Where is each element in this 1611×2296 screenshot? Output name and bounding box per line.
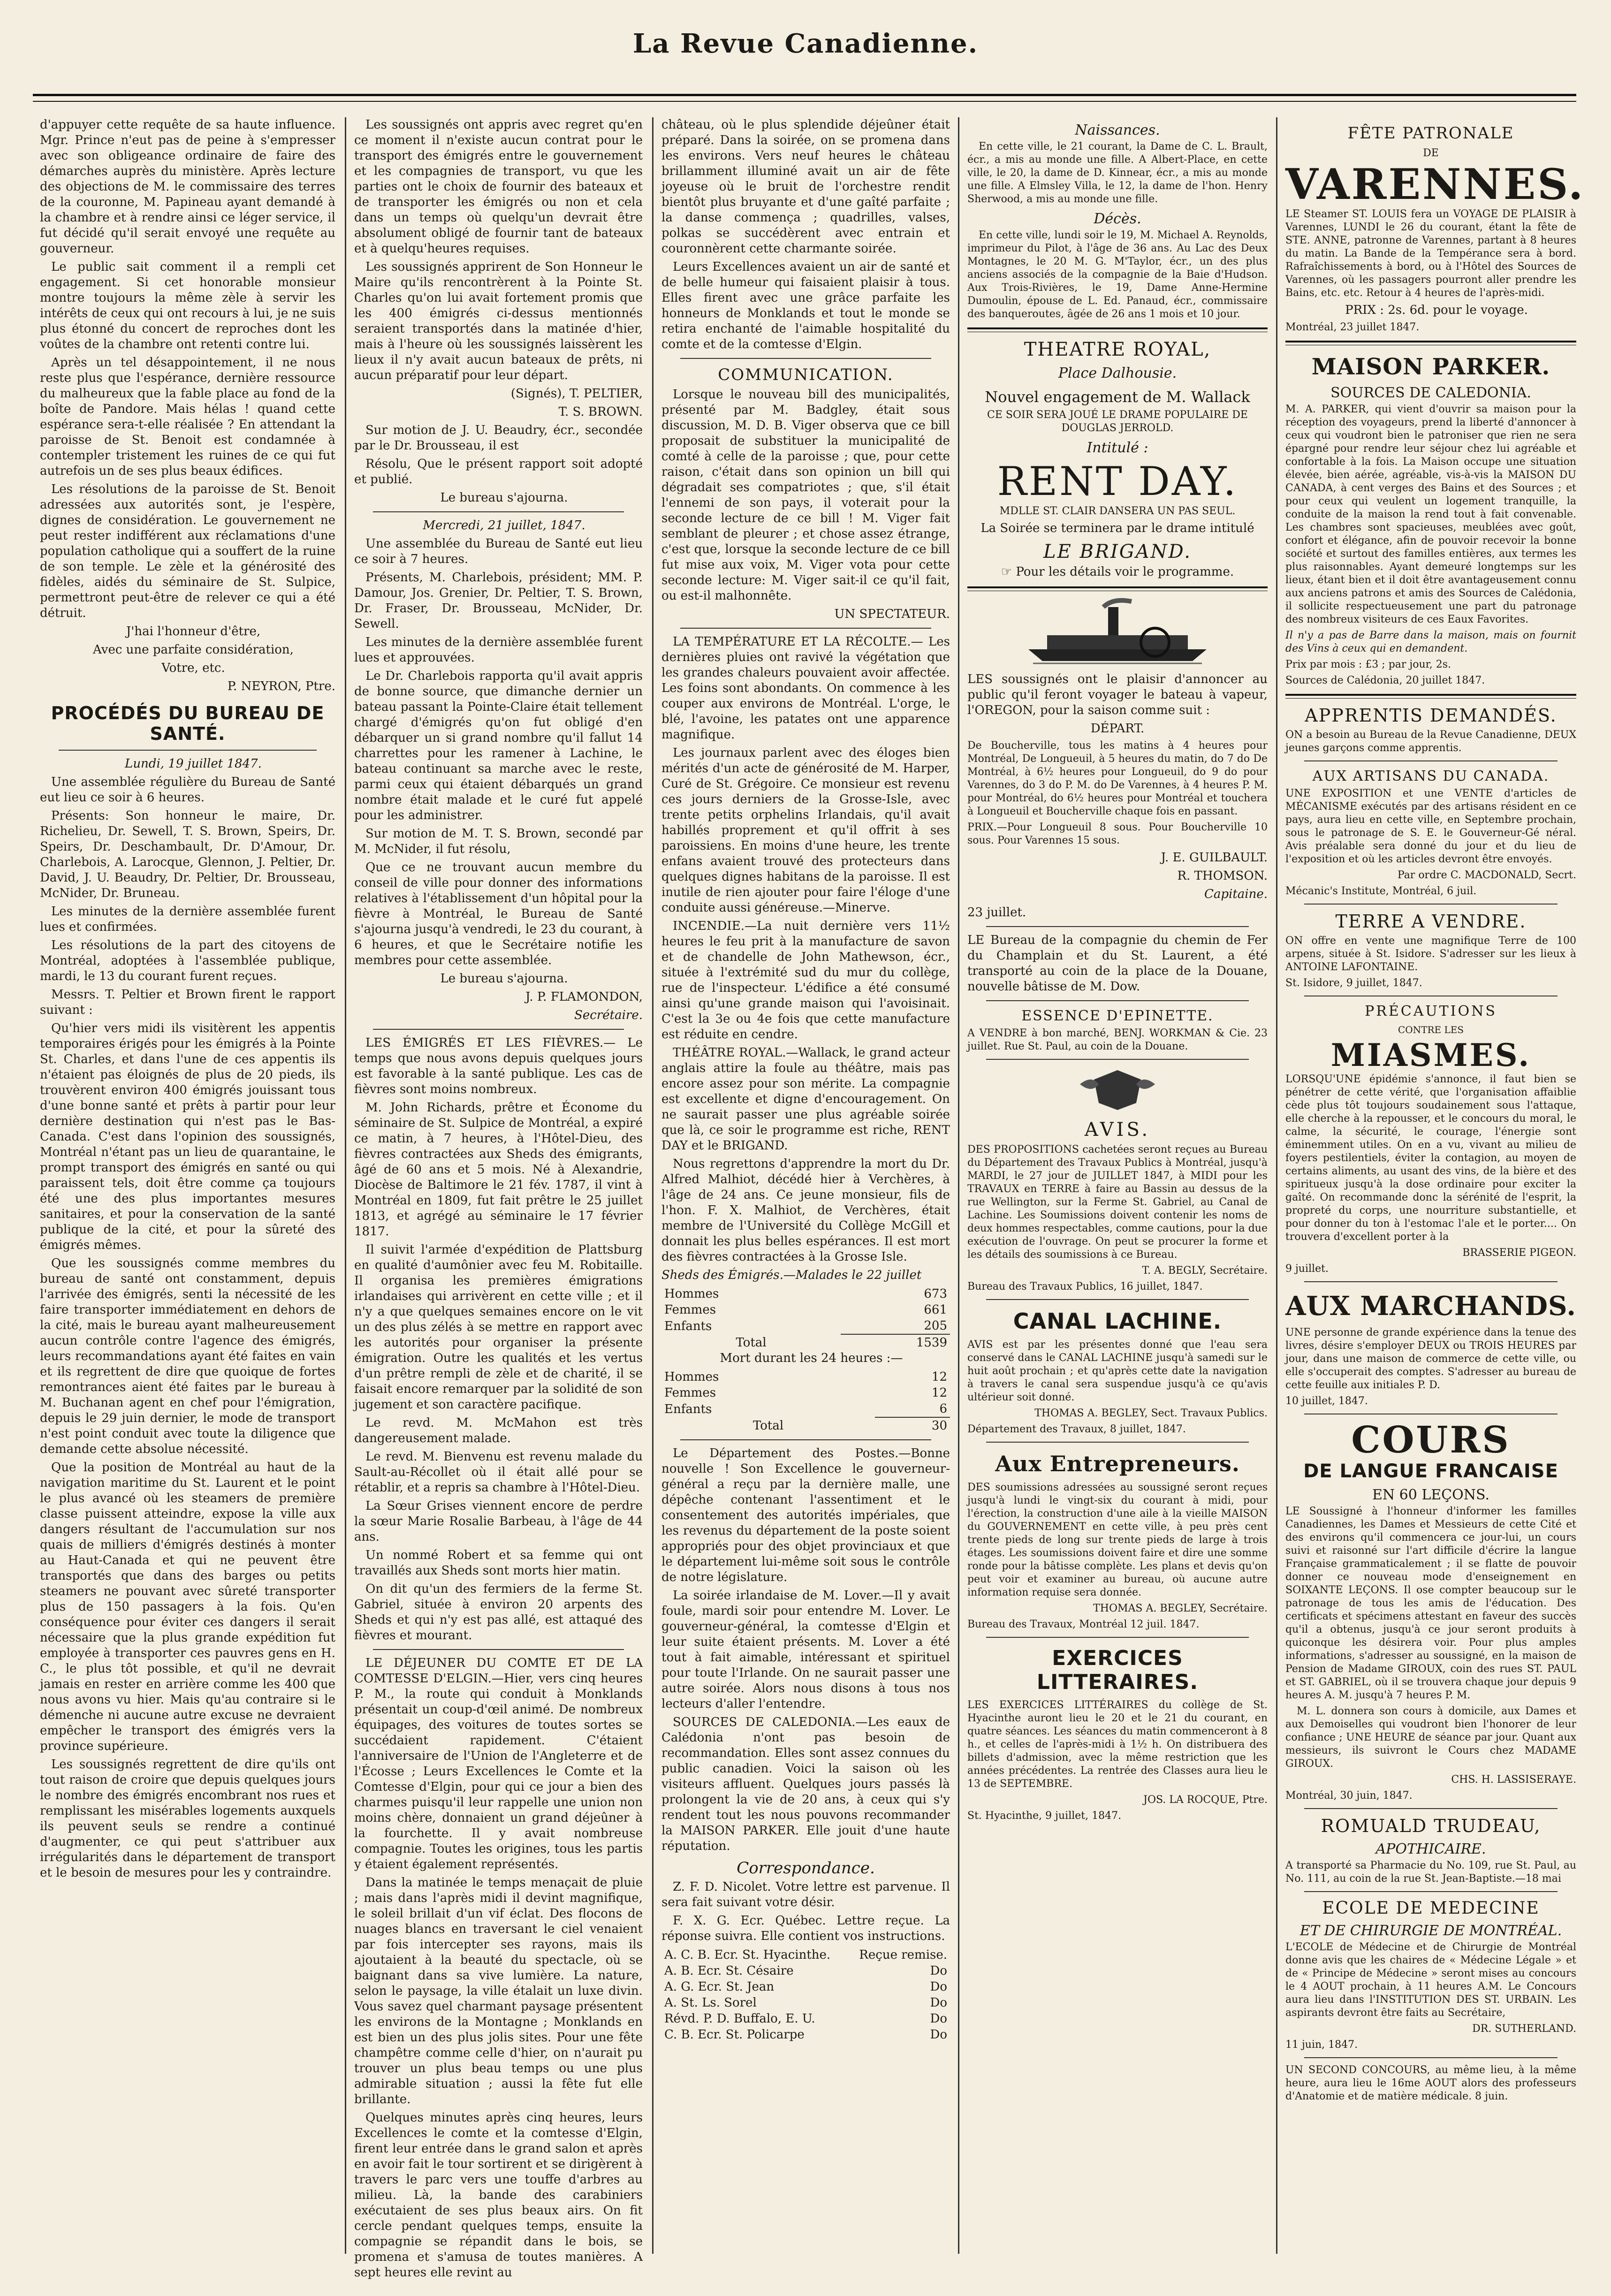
correspondence-list [661,1947,950,2043]
ad-date: 10 juillet, 1847. [1285,1395,1368,1407]
divider [1304,904,1558,905]
newspaper-title: La Revue Canadienne. [632,28,979,59]
article-date: Lundi, 19 juillet 1847. [125,757,262,771]
article-paragraph: Le Dr. Charlebois rapporta qu'il avait appris de bonne source, que dimanche dernier un bateau passant la Pointe-Claire était tellement chargé d'émigrés qu'on fut obligé d'en débarquer un si grand nombre qu'il fallut 14 charrettes pour les ramener à Lachine, le bateau continuant sa marche avec le reste, parmi ceux qui étaient débarqués un grand nombre était malade et le curé fut appelé pour les administrer. [354,669,643,822]
table-row [661,1302,950,1318]
article-paragraph: Les minutes de la dernière assemblée furent lues et confirmées. [40,905,335,934]
column-rule [1276,117,1277,2254]
ad-text: Il n'y a pas de Barre dans la maison, mais on fournit des Vins à ceux qui en demandent. [1285,630,1576,654]
ad-date: Sources de Calédonia, 20 juillet 1847. [1285,675,1485,686]
article-paragraph: La soirée irlandaise de M. Lover.—Il y avait foule, mardi soir pour entendre M. Lover. Le gouverneur-général, la comtesse d'Elgin et leur suite étaient présents. M. Lover a été tout à fait aimable, intéressant et spirituel pour toute l'Irlande. On ne saurait passer une autre soirée. Alors nous disons à tous nos lecteurs d'aller l'entendre. [661,1589,950,1711]
divider [680,358,931,359]
divider [967,327,1268,332]
ad-subtitle: APOTHICAIRE. [1375,1841,1486,1857]
article-paragraph: LES ÉMIGRÉS ET LES FIÈVRES.— Le temps que nous avons depuis quelques jours est favorable à la santé publique. Les cas de fièvres sont moins nombreux. [354,1036,643,1096]
ad-title: PRÉCAUTIONS [1365,1003,1497,1019]
corr-status: Reçue remise. [859,1948,947,1962]
divider [986,1000,1249,1001]
article-paragraph: Dans la matinée le temps menaçait de pluie ; mais dans l'après midi il devint magnifique, le soleil brillait d'un vif éclat. Des flocons de nuages blancs en traversant le ciel venaient par fois intercepter ses rayons, mais ils ajoutaient à la beauté du spectacle, où se baignant dans sa vive lumière. La nature, selon le paysage, la ville étalait un luxe divin. Vous savez quel charmant paysage présentent les environs de la Montagne ; Monklands en est bien un des plus jolis sites. Pour une fête champêtre comme celle d'hier, on n'aurait pu trouver un plus beau temps ou une plus admirable situation ; aussi la fête fut elle brillante. [354,1876,643,2106]
ad-text: A VENDRE à bon marché, BENJ. WORKMAN & Cie. 23 juillet. Rue St. Paul, au coin de la Douane. [967,1027,1268,1052]
letter-closing: Votre, etc. [161,661,225,675]
section-heading: PROCÉDÉS DU BUREAU DE SANTÉ. [51,703,325,744]
signature-title: Secrétaire. [574,1008,643,1022]
deaths-text: En cette ville, lundi soir le 19, M. Michael A. Reynolds, imprimeur du Pilot, à l'âge de 36 ans. Au Lac des Deux Montagnes, le 20 M. G. M'Taylor, écr., un des plus anciens associés de la compagnie de la Baie d'Hudson. Aux Trois-Rivières, le 19, Dame Anne-Hermine Dumoulin, épouse de L. Ed. Panaud, écr., commissaire des banqueroutes, âgée de 26 ans 1 mois et 10 jour. [967,229,1268,320]
ad-subtitle: DE LANGUE FRANCAISE [1303,1460,1558,1482]
stats-value: 661 [924,1303,947,1317]
article-paragraph: INCENDIE.—La nuit dernière vers 11½ heures le feu prit à la manufacture de savon et de chandelle de John Mathewson, écr., située à l'extrémité sud du mur du collège, rue de l'inspecteur. L'édifice a été consumé ainsi qu'une grande maison qui l'avoisinait. C'est la 3e ou 4e fois que cette manufacture est réduite en cendre. [661,919,950,1042]
signature-line: BRASSERIE PIGEON. [1462,1247,1576,1259]
ad-text: LES soussignés ont le plaisir d'annoncer au public qu'il feront voyager le bateau à vapeur, l'OREGON, pour la saison comme suit : [967,672,1268,717]
article-paragraph: Messrs. T. Peltier et Brown firent le rapport suivant : [40,988,335,1017]
deaths-title: Mort durant les 24 heures :— [720,1351,903,1365]
article-paragraph: d'appuyer cette requête de sa haute influence. Mgr. Prince n'eut pas de peine à s'empresser avec son obligeance ordinaire de faire des démarches auprès du ministère. Après lecture des objections de M. le commissaire des terres de la couronne, M. Papineau ayant demandé à la chambre et à rendre ainsi ce léger service, il fut décidé qu'il serait envoyé une requête au gouverneur. [40,118,335,256]
stats-label: Enfants [664,1402,712,1416]
ad-text: M. A. PARKER, qui vient d'ouvrir sa maison pour la réception des voyageurs, prend la liberté d'annoncer à ceux qui voudront bien le patroniser que rien ne sera épargné pour rendre leur séjour chez lui agréable et confortable à la fois. La Maison occupe une situation élevée, bien aérée, agréable, vis-à-vis la MAISON DU CANADA, à cent verges des Bains et des Sources ; et pour ceux qui veulent un logement tranquille, la conduite de la maison la rend tout à fait convenable. Les chambres sont spacieuses, meublées avec goût, confort et élégance, afin de pouvoir recevoir la bonne société et surtout des familles entières, aux termes les plus raisonnables. Ayant demeuré longtemps sur les lieux, étant bien et il doit être avantageusement connu aux anciens patrons et amis des Sources de Calédonia, il sollicite respectueusement une part du patronage des nombreux visiteurs de ces Eaux Favorites. [1285,403,1576,625]
article-paragraph: THÉÂTRE ROYAL.—Wallack, le grand acteur anglais attire la foule au théâtre, mais pas encore assez pour son mérite. La compagnie est excellente et digne d'encouragement. On ne saurait passer une plus agréable soirée que là, ce soir le programme est riche, RENT DAY et le BRIGAND. [661,1046,950,1153]
article-paragraph: Un nommé Robert et sa femme qui ont travaillés aux Sheds sont morts hier matin. [354,1548,643,1578]
stats-label: Hommes [664,1287,719,1301]
article-paragraph: Le bureau s'ajourna. [440,972,568,986]
article-paragraph: Que les soussignés comme membres du bureau de santé ont constamment, depuis l'arrivée des émigrés, senti la nécessité de les faire transporter immédiatement en dehors de la cité, mais le bureau ayant malheureusement aucun contrôle contre l'agence des émigrés, leurs recommandations ayant été faites en vain et ils regrettent de dire que quoique de fortes remontrances aient été faites par le bureau à M. Buchanan agent en chef pour l'émigration, depuis le 29 juin dernier, le mode de transport n'est point conduit avec toute la diligence que demande cette absolue nécessité. [40,1256,335,1456]
article-paragraph: Que ce ne trouvant aucun membre du conseil de ville pour donner des informations relatives à l'établissement d'un hôpital pour la fièvre à Montréal, le Bureau de Santé s'ajourna jusqu'à vendredi, le 23 du courant, à 6 heures, et que le Secrétaire notifie les membres pour cette assemblée. [354,860,643,967]
ad-title: Aux Entrepreneurs. [995,1451,1240,1476]
divider [1285,694,1576,699]
divider [373,1649,624,1650]
ad-line: DE [1423,147,1439,159]
stats-value: 673 [924,1287,947,1301]
table-row [661,1334,950,1351]
article-paragraph: Les soussignés apprirent de Son Honneur le Maire qu'ils rencontrèrent à la Pointe St. Charles qu'on lui avait fortement promis que les 400 émigrés ci-dessus mentionnés seraient transportés dans la matinée d'hier, mais à l'heure où les soussignés laissèrent les lieux il n'y avait aucun bateaux de prêts, ni aucun préparatif pour leur départ. [354,260,643,382]
article-paragraph: Z. F. D. Nicolet. Votre lettre est parvenue. Il sera fait suivant votre désir. [661,1880,950,1909]
ad-date: Montréal, 23 juillet 1847. [1285,321,1420,333]
ad-date: Mécanic's Institute, Montréal, 6 juil. [1285,885,1477,897]
ad-text: UNE EXPOSITION et une VENTE d'articles de MÉCANISME exécutés par des artisans résident en ce pays, aura lieu en cette ville, en Septembre prochain, sous le patronage de S. E. le Gouverneur-Gé néral. Avis préalable sera donné du jour et du lieu de l'exposition et où les articles devront être envoyés. [1285,788,1576,865]
article-paragraph: château, où le plus splendide déjeûner était préparé. Dans la soirée, on se promena dans les environs. Vers neuf heures le château brillamment illuminé avait un air de fête joyeuse où le bruit de l'orchestre rendit bientôt plus bruyante et d'une gaîté parfaite ; la danse commença ; quadrilles, valses, polkas se succédèrent avec entrain et couronnèrent cette charmante soirée. [661,118,950,256]
signature-line: T. A. BEGLY, Secrétaire. [1142,1265,1268,1277]
corr-status: Do [930,1980,947,1994]
ad-date: Bureau des Travaux Publics, 16 juillet, 1847. [967,1281,1203,1292]
ad-text: LES EXERCICES LITTÉRAIRES du collège de St. Hyacinthe auront lieu le 20 et le 21 du courant, en quatre séances. Les séances du matin commenceront à 8 h., et celles de l'après-midi à 1½ h. On distribuera des billets d'admission, avec la même restriction que les années précédentes. La rentrée des Classes aura lieu le 13 de SEPTEMBRE. [967,1699,1268,1790]
signature-line: CHS. H. LASSISERAYE. [1451,1774,1576,1786]
column-4 [967,117,1268,2254]
deaths-table [661,1369,950,1434]
ad-text: DES soumissions adressées au soussigné seront reçues jusqu'à lundi le vingt-six du courant à midi, pour l'érection, la construction d'une aile à la vieille MAISON du GOUVERNEMENT en cette ville, à peu près cent trente pieds de long sur trente pieds de large à trois étages. Les soumissions doivent faire et dire une somme ronde pour la bâtisse complète. Les plans et devis qu'on peut voir et examiner au bureau, où aucune autre information requise sera donnée. [967,1482,1268,1598]
list-item [661,2027,950,2043]
stats-label: Femmes [664,1386,716,1400]
divider [680,628,931,629]
corr-name: A. St. Ls. Sorel [664,1996,757,2010]
ad-title: THEATRE ROYAL, [1024,339,1211,360]
section-heading: Correspondance. [737,1859,875,1878]
corr-status: Do [930,2012,947,2026]
signature-title: Capitaine. [1204,887,1268,901]
ad-text: DES PROPOSITIONS cachetées seront reçues au Bureau du Département des Travaux Publics à Montréal, jusqu'à MARDI, le 27 jour de JUILLET 1847, à MIDI pour les TRAVAUX en TERRE à faire au Bassin au dessus de la rue Wellington, sur la Ferme St. Gabriel, au Canal de Lachine. Les Soumissions doivent contenir les noms de deux hommes respectables, comme cautions, pour la due exécution de l'ouvrage. On peut se procurer la forme et les détails des soumissions à ce Bureau. [967,1144,1268,1261]
corr-status: Do [930,1996,947,2010]
masthead [0,0,1611,70]
coat-of-arms-icon [1071,1065,1164,1112]
ad-date: Montréal, 30 juin, 1847. [1285,1790,1413,1802]
stats-title: Sheds des Émigrés.—Malades le 22 juillet [661,1268,922,1282]
ad-title: ESSENCE D'EPINETTE. [1021,1008,1214,1024]
ad-title: AVIS. [1084,1119,1151,1140]
article-paragraph: Présents: Son honneur le maire, Dr. Richelieu, Dr. Sewell, T. S. Brown, Speirs, Dr. Speirs, Dr. Deschambault, Dr. D'Amour, Dr. Charlebois, A. Larocque, Glennon, J. Peltier, Dr. David, J. U. Beaudry, Dr. Peltier, Dr. Brousseau, McNider, Dr. Bruneau. [40,809,335,900]
table-row [661,1286,950,1302]
ad-text: De Boucherville, tous les matins à 4 heures pour Montréal, De Longueuil, à 5 heures du matin, do 7 do De Montréal, à 6½ heures pour Longueuil, do 9 do pour Varennes, do 3 do P. M. do De Varennes, à 4 heures P. M. pour Montréal, do 6½ heures pour Montréal et touchera à Longueuil et Boucherville chaque fois en passant. [967,740,1268,817]
ad-text: L'ECOLE de Médecine et de Chirurgie de Montréal donne avis que les chaires de « Médecine Légale » et de « Principe de Médecine » seront mises au concours le 4 AOUT prochain, à 11 heures A.M. Le Concours aura lieu dans l'INSTITUTION DES ST. URBAIN. Les aspirants devront être faits au Secrétaire, [1285,1941,1576,2019]
ad-title-large: MIASMES. [1330,1037,1531,1073]
ad-line: Nouvel engagement de M. Wallack [985,388,1250,406]
article-paragraph: Que la position de Montréal au haut de la navigation maritime du St. Laurent et le point le plus avancé où les steamers de première classe puissent atteindre, expose la ville aux dangers résultant de l'accumulation sur nos quais de milliers d'émigrés destinés à monter au Haut-Canada et qui ne peuvent être transportés que dans des barges ou petits steamers ne pouvant avec sûreté transporter plus de 150 passagers à la fois. Qu'en conséquence pour éviter ces dangers il serait nécessaire que la plus grande expédition fut employée à transporter ces pauvres gens en H. C., le plus tôt possible, et qu'il ne devrait jamais en rester en arrière comme les 400 que nous avons vu hier. Mais qu'au contraire si le démenche ni aucune autre excuse ne devraient empêcher le transport des émigrés vers la province supérieure. [40,1460,335,1753]
ad-title: AUX ARTISANS DU CANADA. [1312,768,1550,784]
signature-line: T. S. BROWN. [558,405,643,419]
stats-label: Femmes [664,1303,716,1317]
births-heading: Naissances. [1075,122,1160,138]
stats-value: 12 [931,1370,947,1384]
divider [967,586,1268,591]
ad-title: EXERCICES LITTERAIRES. [1036,1646,1199,1694]
corr-status: Do [930,1964,947,1978]
ad-subtitle: EN 60 LEÇONS. [1372,1487,1490,1503]
ad-date: Bureau des Travaux, Montréal 12 juil. 1847. [967,1619,1200,1630]
divider [1304,1808,1558,1809]
signature-line: JOS. LA ROCQUE, Ptre. [1143,1794,1268,1806]
divider [680,1439,931,1440]
article-paragraph: Après un tel désappointement, il ne nous reste plus que l'espérance, dernière ressource du malheureux que la fable place au fond de la boîte de Pandore. Mais hélas ! quand cette espérance sera-t-elle réalisée ? En attendant la paroisse de St. Benoit est condamnée à contempler tristement les ruines de ce qui fut autrefois un de ses plus beaux édifices. [40,356,335,478]
column-1 [40,117,335,2254]
article-paragraph: Lorsque le nouveau bill des municipalités, présenté par M. Badgley, était sous discussion, M. D. B. Viger observa que ce bill proposait de substituer la municipalité de comté à celle de la paroisse ; que, pour cette raison, c'était dans son opinion un bill qui dégradait ses compatriotes ; que, s'il était l'ennemi de son pays, il voterait pour la seconde lecture de ce bill ! M. Viger fait semblant de pleurer ; et chose assez étrange, c'est que, lorsque la seconde lecture de ce bill fut mise aux voix, M. Viger vota pour cette seconde lecture: M. Viger sait-il ce qu'il fait, ou est-il malhonnête. [661,388,950,603]
ad-date: St. Isidore, 9 juillet, 1847. [1285,977,1422,989]
ad-text: ON offre en vente une magnifique Terre de 100 arpens, située à St. Isidore. S'adresser sur les lieux à ANTOINE LAFONTAINE. [1285,935,1576,973]
ad-text: LORSQU'UNE épidémie s'annonce, il faut bien se pénétrer de cette vérité, que l'organisation affaiblie cède plus tôt toujours soudainement sous l'attaque, elle cherche à la repousser, et le concours du moral, le calme, la sécurité, le courage, l'énergie sont éminemment utiles. On en a vu, vivant au milieu de foyers pestilentiels, éviter la contagion, au moyen de certains aliments, au usant des vins, de la bière et des spiritueux jusqu'à la dose ordinaire pour exciter la gaîté. On recommande donc la sérénité de l'esprit, la propreté du corps, une nourriture substantielle, et pour donner du ton à l'estomac l'ale et le porter.... On trouvera d'excellent porter à la [1285,1073,1576,1243]
divider [1285,341,1576,345]
article-paragraph: F. X. G. Ecr. Québec. Lettre reçue. La réponse suivra. Elle contient vos instructions. [661,1914,950,1943]
corr-name: Révd. P. D. Buffalo, E. U. [664,2012,815,2026]
steamboat-icon [1019,598,1216,668]
ad-date: Département des Travaux, 8 juillet, 1847. [967,1423,1186,1435]
ad-title-large: VARENNES. [1285,160,1585,209]
stats-total-label: Total [752,1418,784,1433]
article-paragraph: Les soussignés ont appris avec regret qu'en ce moment il n'existe aucun contrat pour le transport des émigrés entre le gouvernement et les compagnies de transport, vu que les parties ont le choix de fournir des bateaux et de transporter les émigrés ou non et cela dans un temps où quelqu'un devrait être absolument obligé de fournir tant de bateaux et à quelqu'heures requises. [354,118,643,256]
article-paragraph: Présents, M. Charlebois, président; MM. P. Damour, Jos. Grenier, Dr. Peltier, T. S. Brown, Dr. Fraser, Dr. Brousseau, McNider, Dr. Sewell. [354,570,643,631]
signature-line: R. THOMSON. [1177,869,1268,883]
ad-line: PRIX : 2s. 6d. pour le voyage. [1345,303,1528,317]
divider [1304,1891,1558,1892]
article-paragraph: Nous regrettons d'apprendre la mort du Dr. Alfred Malhiot, décédé hier à Verchères, à l'âge de 24 ans. Ce jeune monsieur, fils de l'hon. F. X. Malhiot, de Verchères, était membre de l'Université du Collège McGill et donnait les plus belles espérances. Il est mort des fièvres contractées à la Grosse Isle. [661,1157,950,1264]
divider [986,1299,1249,1300]
ad-title: ECOLE DE MEDECINE [1322,1899,1540,1918]
list-item [661,2011,950,2027]
column-5 [1285,117,1585,2254]
divider [1304,760,1558,761]
stats-total-label: Total [736,1335,767,1350]
column-rule [652,117,654,2254]
ad-line: Intitulé : [1087,440,1148,456]
article-date: Mercredi, 21 juillet, 1847. [423,518,585,532]
article-paragraph: Le Département des Postes.—Bonne nouvelle ! Son Excellence le gouverneur-général a reçu par la dernière malle, une dépêche contenant l'assentiment et le consentement des autorités impériales, que les revenus du département de la poste soient appropriés pour des objet provinciaux et que le département lui-même soit sous le contrôle de notre législature. [661,1446,950,1584]
article-paragraph: On dit qu'un des fermiers de la ferme St. Gabriel, située à environ 20 arpents des Sheds et qui n'y est pas allé, est attaqué des fièvres et mourant. [354,1582,643,1642]
divider [986,926,1249,927]
signature-line: J. E. GUILBAULT. [1161,851,1268,865]
corr-name: C. B. Ecr. St. Policarpe [664,2028,805,2042]
ad-title-large: COURS [1351,1419,1511,1461]
article-paragraph: Le bureau s'ajourna. [440,491,568,505]
divider [1304,2057,1558,2058]
ad-title: ROMUALD TRUDEAU, [1321,1816,1541,1836]
births-text: En cette ville, le 21 courant, la Dame de C. L. Brault, écr., a mis au monde une fille. A Albert-Place, en cette ville, le 20, la dame de D. Kinnear, écr., a mis au monde une fille. A Elmsley Villa, le 12, la dame de l'hon. Henry Sherwood, a mis au monde une fille. [967,141,1268,205]
list-item [661,1947,950,1963]
ad-line: MDLLE ST. CLAIR DANSERA UN PAS SEUL. [999,505,1236,517]
article-paragraph: Les journaux parlent avec des éloges bien mérités d'un acte de générosité de M. Harper, Curé de St. Grégoire. Ce monsieur est revenu ces jours derniers de la Grosse-Isle, avec trente petits orphelins Irlandais, qu'il avait habillés proprement et qu'il offrit à ses paroissiens. En moins d'une heure, les trente enfans avaient trouvé des protecteurs dans quelques dignes habitans de la paroisse. Il est inutile de rien ajouter pour faire l'éloge d'une conduite aussi généreuse.—Minerve. [661,746,950,915]
signature-line: Par ordre C. MACDONALD, Secrt. [1397,869,1576,881]
ad-text: A transporté sa Pharmacie du No. 109, rue St. Paul, au No. 111, au coin de la rue St. Jean-Baptiste.—18 mai [1285,1860,1576,1885]
article-paragraph: Leurs Excellences avaient un air de santé et de belle humeur qui faisaient plaisir à tous. Elles firent avec une grâce parfaite les honneurs de Monklands et tout le monde se retira enchanté de l'aimable hospitalité du comte et de la comtesse d'Elgin. [661,260,950,351]
ad-date: 23 juillet. [967,905,1026,920]
stats-total: 1539 [841,1334,950,1351]
section-heading: COMMUNICATION. [718,365,894,384]
divider [1304,1281,1558,1282]
article-paragraph: Le revd. M. McMahon est très dangereusement malade. [354,1416,643,1445]
article-paragraph: Il suivit l'armée d'expédition de Plattsburg en qualité d'aumônier avec feu M. Robitaille. Il organisa les premières émigrations irlandaises qui arrivèrent en cette ville ; et il n'y a que quelques semaines encore on le vit un des plus zélés à se mettre en rapport avec les autorités pour organiser la présente émigration. Outre les qualités et les vertus d'un prêtre rempli de zèle et de charité, il se faisait encore remarquer par la solidité de son jugement et son caractère pacifique. [354,1243,643,1412]
column-2 [354,117,643,2280]
stats-table [661,1286,950,1351]
list-item [661,1979,950,1995]
column-rule [345,117,346,2254]
ad-text: ON a besoin au Bureau de la Revue Canadienne, DEUX jeunes garçons comme apprentis. [1285,729,1576,754]
divider [986,1637,1249,1638]
ad-date: St. Hyacinthe, 9 juillet, 1847. [967,1810,1122,1822]
article-paragraph: Les résolutions de la part des citoyens de Montréal, adoptées à l'assemblée publique, mardi, le 13 du courant furent reçues. [40,938,335,983]
stats-value: 6 [939,1402,947,1416]
play-title: LE BRIGAND. [1043,541,1192,563]
article-paragraph: Les soussignés regrettent de dire qu'ils ont tout raison de croire que depuis quelques jours le nombre des émigrés encombrant nos rues et remplissant les misérables logements auxquels ils peuvent seuls se rendre a continué d'augmenter, ce qui peut s'attribuer aux irrégularités dans le département de transport et le besoin de mesures pour les y contraindre. [40,1757,335,1880]
ad-title: FÊTE PATRONALE [1347,124,1514,143]
table-row [661,1318,950,1334]
article-paragraph: Résolu, Que le présent rapport soit adopté et publié. [354,457,643,487]
corr-name: A. B. Ecr. St. Césaire [664,1964,794,1978]
ad-text: LE Steamer ST. LOUIS fera un VOYAGE DE PLAISIR à Varennes, LUNDI le 26 du courant, étant la fête de STE. ANNE, patronne de Varennes, partant à 8 heures du matin. La Bande de la Tempérance sera à bord. Rafraîchissements à bord, ou à l'Hôtel des Sources de Varennes, où les passagers pourront aller prendre les Bains, etc. etc. Retour à 4 heures de l'après-midi. [1285,208,1576,299]
article-paragraph: LE DÉJEUNER DU COMTE ET DE LA COMTESSE D'ELGIN.—Hier, vers cinq heures P. M., la route qui conduit à Monklands présentait un coup-d'œil animé. De nombreux équipages, des voitures de toutes sortes se succédaient rapidement. C'étaient l'anniversaire de l'Union de l'Angleterre et de l'Écosse ; Leurs Excellences le Comte et la Comtesse d'Elgin, pour qui ce jour a bien des charmes puisqu'il leur rappelle une union non moins chère, donnaient un grand déjeûner à la fourchette. Il y avait nombreuse compagnie. Toutes les origines, tous les partis y étaient également représentés. [354,1656,643,1871]
corr-name: A. C. B. Ecr. St. Hyacinthe. [664,1948,831,1962]
article-paragraph: Une assemblée régulière du Bureau de Santé eut lieu ce soir à 6 heures. [40,775,335,805]
article-paragraph: LA TEMPÉRATURE ET LA RÉCOLTE.— Les dernières pluies ont ravivé la végétation que les grandes chaleurs pouvaient avoir affectée. Les foins sont abondants. On commence à les couper aux environs de Montréal. L'orge, le blé, l'avoine, les patates ont une apparence magnifique. [661,635,950,742]
article-paragraph: Qu'hier vers midi ils visitèrent les appentis temporaires érigés pour les émigrés à la Pointe St. Charles, et dans l'une de ces appentis ils n'étaient pas éloignés de plus de 20 pieds, ils trouvèrent environ 400 émigrés jouissant tous d'une bonne santé et prêts à partir pour leur dernière destination qui n'est pas le Bas-Canada. C'est dans l'opinion des soussignés, Montréal n'étant pas un lieu de quarantaine, le prompt transport des émigrés en santé ou qui paraissent tels, doit être comme ça toujours été une des plus importantes mesures sanitaires, et pour la conservation de la santé publique de la cité, et pour la sûreté des émigrés mêmes. [40,1021,335,1252]
signature-line: UN SPECTATEUR. [834,607,950,621]
article-paragraph: SOURCES DE CALEDONIA.—Les eaux de Calédonia n'ont pas besoin de recommandation. Elles sont assez connues du public canadien. Voici la saison où les visiteurs affluent. Quelques jours passés là prolongent la vie de 20 ans, à ceux qui s'y rendent tout les nous pouvons recommander la MAISON PARKER. Elle jouit d'une haute réputation. [661,1715,950,1853]
theatre-ad [967,339,1268,580]
letter-closing: J'hai l'honneur d'être, [126,624,261,639]
column-rule [958,117,959,2254]
stats-value: 205 [924,1319,947,1333]
ad-text: UNE personne de grande expérience dans la tenue des livres, désire s'employer DEUX ou TROIS HEURES par jour, dans une maison de commerce de cette ville, ou elle s'occuperait des comptes. S'adresser au bureau de cette feuille aux initiales P. D. [1285,1327,1576,1391]
ad-title: AUX MARCHANDS. [1285,1291,1576,1322]
divider [373,511,624,512]
article-paragraph: M. John Richards, prêtre et Économe du séminaire de St. Sulpice de Montréal, a expiré ce matin, à 7 heures, à l'Hôtel-Dieu, des fièvres contractées aux Sheds des émigrants, âgé de 60 ans et 5 mois. Né à Alexandrie, Diocèse de Baltimore le 21 fév. 1787, il vint à Montréal en 1809, fut fait prêtre le 25 juillet 1813, et agrégé au séminaire le 17 février 1817. [354,1101,643,1239]
signature-line: THOMAS A. BEGLEY, Sect. Travaux Publics. [1034,1407,1268,1419]
ad-line: La Soirée se terminera par le drame intitulé [980,521,1254,535]
stats-label: Hommes [664,1370,719,1384]
ad-date: 11 juin, 1847. [1285,2039,1358,2051]
article-paragraph: Le public sait comment il a rempli cet engagement. Si cet honorable monsieur montre toujours la même zèle à servir les intérêts de ceux qui ont recours à lui, je ne suis plus étonné du concert de reproches dont les voûtes de la chambre ont retenti contre lui. [40,260,335,351]
stats-label: Enfants [664,1319,712,1333]
table-row [661,1401,950,1417]
divider [59,750,317,751]
ad-title: APPRENTIS DEMANDÉS. [1305,705,1557,726]
article-paragraph: Quelques minutes après cinq heures, leurs Excellences le comte et la comtesse d'Elgin, firent leur entrée dans le grand salon et après en avoir fait le tour sortirent et se dirigèrent à travers le parc vers une touffe d'arbres au milieu. Là, la bande des carabiniers exécutaient de ses plus beaux airs. On fit cercle pendant quelques temps, ensuite la compagnie se répandit dans le bois, se promena et s'amusa de toutes manières. A sept heures elle revint au [354,2111,643,2280]
signature-line: J. P. FLAMONDON, [525,990,643,1004]
column-3 [661,117,950,2254]
deaths-heading: Décès. [1094,211,1141,227]
corr-name: A. G. Ecr. St. Jean [664,1980,775,1994]
corr-status: Do [930,2028,947,2042]
signature-line: DR. SUTHERLAND. [1472,2023,1576,2035]
letter-closing: Avec une parfaite considération, [93,643,294,657]
divider [373,1029,624,1030]
signature-line: (Signés), T. PELTIER, [510,387,643,401]
ad-line: DÉPART. [1090,722,1145,736]
ad-date: 9 juillet. [1285,1263,1329,1275]
ad-text: LE Soussigné à l'honneur d'informer les familles Canadiennes, les Dames et Messieurs de cette Cité et des environs qu'il commencera ce jour-lui, un cours suivi et raisonné sur l'art difficile d'écrire la langue Française grammaticalement ; il se flatte de pouvoir donner ce nouveau mode d'enseignement en SOIXANTE LEÇONS. Il ose compter beaucoup sur le patronage de tous les amis de l'éducation. Des certificats et spécimens attestant en faveur des succès qu'il a obtenus, jusqu'à ce jour seront produits à quiconque les désirera voir. Pour plus amples informations, s'adresser au soussigné, en la maison de Pension de Madame GIROUX, coin des rues ST. PAUL et ST. GABRIEL, où il se trouvera chaque jour depuis 9 heures A. M. jusqu'à 7 heures P. M. [1285,1505,1576,1701]
ad-line: ☞ Pour les détails voir le programme. [1001,565,1234,579]
table-row [661,1369,950,1385]
table-row [661,1417,950,1434]
masthead-rule [33,94,1576,102]
ad-subtitle: ET DE CHIRURGIE DE MONTRÉAL. [1299,1923,1562,1939]
ad-line: CONTRE LES [1398,1024,1464,1035]
ad-text: M. L. donnera son cours à domicile, aux Dames et aux Demoiselles qui voudront bien l'honorer de leur confiance ; UNE HEURE de séance par jour. Quant aux messieurs, ils suivront le Cours chez MADAME GIROUX. [1285,1705,1576,1770]
ad-text: Prix par mois : £3 ; par jour, 2s. [1285,659,1451,670]
article-paragraph: La Sœur Grises viennent encore de perdre la sœur Marie Rosalie Barbeau, à l'âge de 44 ans. [354,1499,643,1544]
play-title: RENT DAY. [997,458,1238,504]
ad-subtitle: SOURCES DE CALEDONIA. [1330,385,1531,401]
ad-title: TERRE A VENDRE. [1335,911,1527,932]
ad-line: CE SOIR SERA JOUÉ LE DRAME POPULAIRE DE DOUGLAS JERROLD. [987,409,1248,434]
article-paragraph: Les résolutions de la paroisse de St. Benoit adressées aux autorités sont, je l'espère, dignes de considération. Le gouvernement ne peut rester indifférent aux réclamations d'une population catholique qui a souffert de la ruine de son temple. Le zèle et la générosité des fidèles, aidés du séminaire de St. Sulpice, permettront peut-être de relever ce qui a été détruit. [40,482,335,620]
article-paragraph: Le revd. M. Bienvenu est revenu malade du Sault-au-Récollet où il était allé pour se rétablir, et a repris sa chambre à l'Hôtel-Dieu. [354,1450,643,1495]
list-item [661,1995,950,2011]
letter-signature: P. NEYRON, Ptre. [227,679,335,693]
ad-subtitle: Place Dalhousie. [1058,365,1177,381]
signature-line: THOMAS A. BEGLEY, Secrétaire. [1093,1603,1268,1614]
stats-value: 12 [931,1386,947,1400]
article-paragraph: Les minutes de la dernière assemblée furent lues et approuvées. [354,635,643,665]
divider [986,1059,1249,1060]
article-paragraph: Sur motion de M. T. S. Brown, secondé par M. McNider, il fut résolu, [354,827,643,856]
stats-total: 30 [875,1417,950,1434]
ad-text: PRIX.—Pour Longueuil 8 sous. Pour Boucherville 10 sous. Pour Varennes 15 sous. [967,821,1268,846]
ad-text: LE Bureau de la compagnie du chemin de Fer du Champlain et du St. Laurent, a été transporté au coin de la place de la Douane, nouvelle bâtisse de M. Dow. [967,933,1268,994]
article-paragraph: Sur motion de J. U. Beaudry, écr., secondée par le Dr. Brousseau, il est [354,423,643,453]
table-row [661,1385,950,1401]
ad-title: MAISON PARKER. [1311,354,1550,380]
ad-text: AVIS est par les présentes donné que l'eau sera conservé dans le CANAL LACHINE jusqu'à samedi sur le huit août prochain ; et qu'après cette date la navigation à travers le canal sera suspendue jusqu'à ce qu'avis ultérieur soit donné. [967,1339,1268,1403]
divider [986,1442,1249,1443]
list-item [661,1963,950,1979]
ad-text: UN SECOND CONCOURS, au même lieu, à la même heure, aura lieu le 16me AOUT alors des professeurs d'Anatomie et de matière médicale. 8 juin. [1285,2064,1576,2102]
ad-title: CANAL LACHINE. [1013,1308,1222,1334]
article-paragraph: Une assemblée du Bureau de Santé eut lieu ce soir à 7 heures. [354,537,643,566]
